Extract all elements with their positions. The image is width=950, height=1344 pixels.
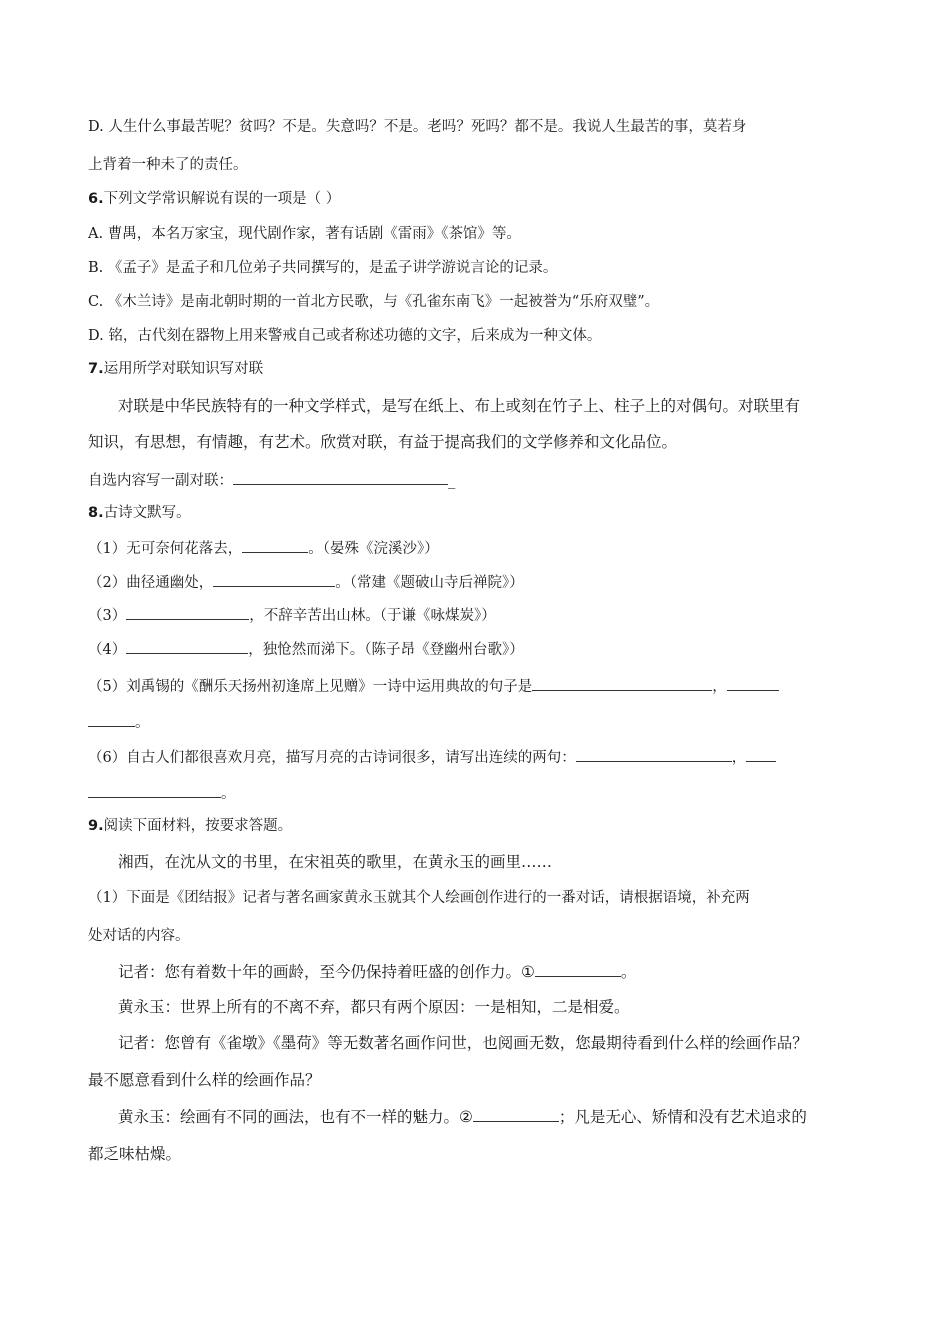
q9-huang-2-text: 黄永玉：绘画有不同的画法，也有不一样的魅力。② (118, 1108, 473, 1126)
q8-item-3-blank[interactable] (126, 605, 249, 620)
q8-item-3-text: ，不辞辛苦出山林。（于谦《咏煤炭》） (249, 608, 496, 624)
q7-task (88, 470, 455, 491)
q8-item-3-label: （3） (88, 608, 127, 624)
q8-item-2-text: （2）曲径通幽处， (88, 575, 214, 591)
q8-item-4-text: ，独怆然而涕下。（陈子昂《登幽州台歌》） (248, 642, 524, 658)
q6-option-d[interactable]: D. 铭，古代刻在器物上用来警戒自己或者称述功德的文字，后来成为一种文体。 (88, 328, 602, 344)
q8-item-5-comma: ， (712, 679, 727, 695)
q8-item-5-blank-1[interactable] (532, 676, 712, 691)
q9-blank-1[interactable] (535, 962, 621, 977)
q8-item-1-text: （1）无可奈何花落去， (88, 541, 243, 557)
q8-stem (88, 503, 191, 523)
q8-item-2-source: 。（常建《题破山寺后禅院》） (335, 575, 524, 591)
q8-stem-text: 古诗文默写。 (103, 505, 191, 521)
q8-item-5-text: （5）刘禹锡的《酬乐天扬州初逢席上见赠》一诗中运用典故的句子是 (88, 679, 533, 695)
q9-reporter-1 (118, 962, 636, 982)
q7-stem-text: 运用所学对联知识写对联 (103, 361, 264, 377)
q9-huang-2-line2: 都乏味枯燥。 (88, 1145, 182, 1163)
q8-item-1-blank[interactable] (242, 538, 308, 553)
q6-stem (88, 189, 340, 209)
q5-option-d-line2: 上背着一种未了的责任。 (88, 157, 248, 173)
q8-item-6-comma: ， (731, 750, 747, 766)
q8-item-5 (88, 676, 779, 697)
q8-item-4-label: （4） (88, 642, 127, 658)
q9-stem (88, 816, 292, 836)
q6-stem-text: 下列文学常识解说有误的一项是（ ） (103, 191, 341, 207)
q9-reporter-1-text: 记者：您有着数十年的画龄，至今仍保持着旺盛的创作力。① (118, 963, 535, 981)
q7-answer-blank[interactable] (233, 470, 448, 485)
q6-option-a[interactable]: A. 曹禺，本名万家宝，现代剧作家，著有话剧《雷雨》《茶馆》等。 (88, 226, 521, 242)
q9-huang-2-rest: ；凡是无心、矫情和没有艺术追求的 (558, 1108, 807, 1126)
q8-item-5-blank-2b[interactable] (88, 712, 135, 727)
q8-item-6-text: （6）自古人们都很喜欢月亮，描写月亮的古诗词很多，请写出连续的两句： (88, 750, 576, 766)
q7-task-text: 自选内容写一副对联： (88, 473, 233, 489)
q6-option-c[interactable]: C. 《木兰诗》是南北朝时期的一首北方民歌，与《孔雀东南飞》一起被誉为“乐府双璧”。 (88, 294, 660, 310)
q7-stem (88, 359, 263, 379)
q9-intro: 湘西，在沈从文的书里，在宋祖英的歌里，在黄永玉的画里…… (118, 853, 553, 871)
q9-reporter-1-end: 。 (620, 963, 637, 981)
q8-item-6-blank-2a[interactable] (746, 747, 776, 762)
q8-item-6-cont (88, 783, 236, 804)
q8-item-6-end: 。 (221, 786, 236, 802)
q9-stem-text: 阅读下面材料，按要求答题。 (103, 818, 293, 834)
q7-task-end: _ (448, 473, 456, 489)
q9-blank-2[interactable] (473, 1107, 559, 1122)
q9-sub1-line1: （1）下面是《团结报》记者与著名画家黄永玉就其个人绘画创作进行的一番对话，请根据语境，补充两 (88, 890, 750, 906)
q7-passage-line2: 知识，有思想，有情趣，有艺术。欣赏对联，有益于提高我们的文学修养和文化品位。 (88, 433, 678, 451)
q9-huang-1: 黄永玉：世界上所有的不离不弃，都只有两个原因：一是相知，二是相爱。 (118, 998, 630, 1016)
q8-number: 8. (88, 505, 104, 521)
q8-item-5-blank-2a[interactable] (727, 676, 779, 691)
q6-number: 6. (88, 191, 104, 207)
q8-item-6-blank-2b[interactable] (88, 783, 221, 798)
q8-item-4-blank[interactable] (126, 639, 248, 654)
q5-option-d-line1: D. 人生什么事最苦呢？贫吗？不是。失意吗？不是。老吗？死吗？都不是。我说人生最苦的事，莫若身 (88, 119, 747, 135)
q8-item-3 (88, 605, 496, 626)
q6-option-b[interactable]: B. 《孟子》是孟子和几位弟子共同撰写的，是孟子讲学游说言论的记录。 (88, 260, 558, 276)
q8-item-2 (88, 572, 524, 593)
q9-reporter-2-line2: 最不愿意看到什么样的绘画作品？ (88, 1071, 321, 1089)
q9-sub1-line2: 处对话的内容。 (88, 928, 190, 944)
q8-item-5-cont (88, 712, 150, 733)
q8-item-1-source: 。（晏殊《浣溪沙》） (308, 541, 439, 557)
q8-item-2-blank[interactable] (213, 572, 335, 587)
q7-number: 7. (88, 361, 104, 377)
q9-number: 9. (88, 818, 104, 834)
q8-item-6 (88, 747, 776, 768)
q9-reporter-2-line1: 记者：您曾有《雀墩》《墨荷》等无数著名画作问世，也阅画无数，您最期待看到什么样的绘画作品？ (118, 1034, 808, 1052)
q8-item-6-blank-1[interactable] (576, 747, 732, 762)
q8-item-4 (88, 639, 524, 660)
q8-item-1 (88, 538, 439, 559)
q8-item-5-end: 。 (135, 715, 150, 731)
q7-passage-line1: 对联是中华民族特有的一种文学样式，是写在纸上、布上或刻在竹子上、柱子上的对偶句。对联里有 (118, 397, 801, 415)
q9-huang-2-line1 (118, 1107, 807, 1127)
